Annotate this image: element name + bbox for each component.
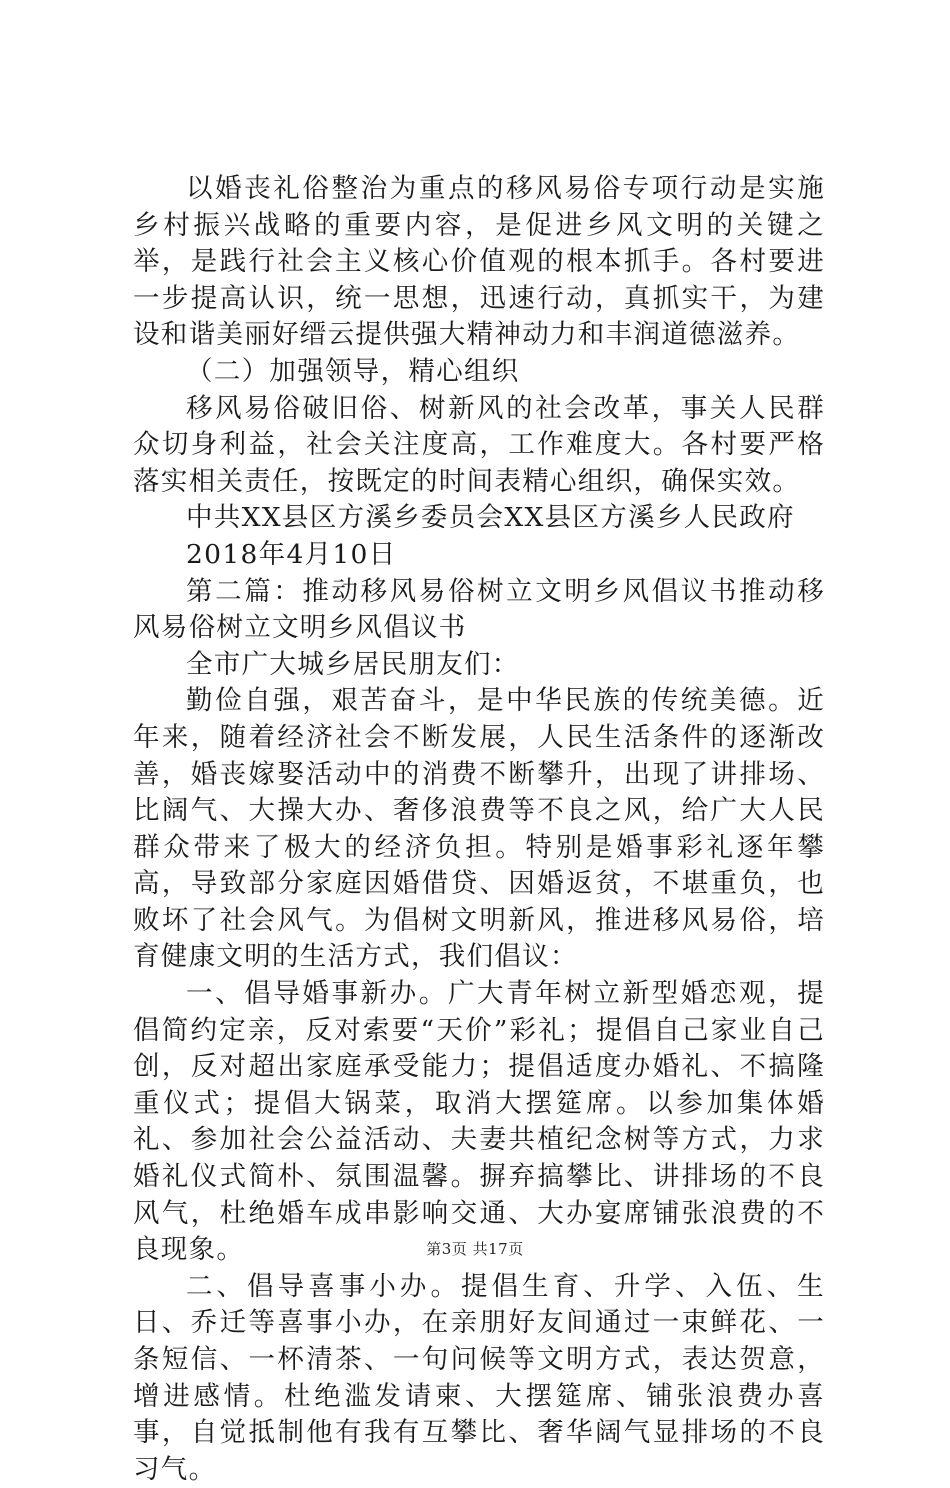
document-body [133, 171, 825, 1488]
salutation: 全市广大城乡居民朋友们： [186, 648, 520, 680]
paragraph-intro: 以婚丧礼俗整治为重点的移风易俗专项行动是实施乡村振兴战略的重要内容，是促进乡风文明的关键之举，是践行社会主义核心价值观的根本抓手。各村要进一步提高认识，统一思想，迅速行动，真抓实干，为建设和谐美丽好缙云提供强大精神动力和丰润道德滋养。 [133, 173, 825, 351]
paragraph-reform: 移风易俗破旧俗、树新风的社会改革，事关人民群众切身利益，社会关注度高，工作难度大。各村要严格落实相关责任，按既定的时间表精心组织，确保实效。 [133, 392, 825, 497]
paragraph-celebration: 二、倡导喜事小办。提倡生育、升学、入伍、生日、乔迁等喜事小办，在亲朋好友间通过一束鲜花、一条短信、一杯清茶、一句问候等文明方式，表达贺意，增进感情。杜绝滥发请柬、大摆筵席、铺张浪费办喜事，自觉抵制他有我有互攀比、奢华阔气显排场的不良习气。 [133, 1270, 825, 1485]
page-number-footer: 第3页 共17页 [426, 1240, 524, 1258]
paragraph-wedding: 一、倡导婚事新办。广大青年树立新型婚恋观，提倡简约定亲，反对索要“天价”彩礼；提倡自己家业自己创，反对超出家庭承受能力；提倡适度办婚礼、不搞隆重仪式；提倡大锅菜，取消大摆筵席。以参加集体婚礼、参加社会公益活动、夫妻共植纪念树等方式，力求婚礼仪式简朴、氛围温馨。摒弃搞攀比、讲排场的不良风气，杜绝婚车成串影响交通、大办宴席铺张浪费的不良现象。 [133, 978, 825, 1266]
signature-date: 2018年4月10日 [186, 538, 397, 570]
paragraph-virtue: 勤俭自强，艰苦奋斗，是中华民族的传统美德。近年来，随着经济社会不断发展，人民生活条件的逐渐改善，婚丧嫁娶活动中的消费不断攀升，出现了讲排场、比阔气、大操大办、奢侈浪费等不良之风，给广大人民群众带来了极大的经济负担。特别是婚事彩礼逐年攀高，导致部分家庭因婚借贷、因婚返贫，不堪重负，也败坏了社会风气。为倡树文明新风，推进移风易俗，培育健康文明的生活方式，我们倡议： [133, 685, 825, 973]
second-article-title: 第二篇：推动移风易俗树立文明乡风倡议书推动移风易俗树立文明乡风倡议书 [133, 575, 825, 644]
section-heading-leadership: （二）加强领导，精心组织 [186, 355, 520, 387]
signature-organization: 中共XX县区方溪乡委员会XX县区方溪乡人民政府 [186, 502, 795, 534]
